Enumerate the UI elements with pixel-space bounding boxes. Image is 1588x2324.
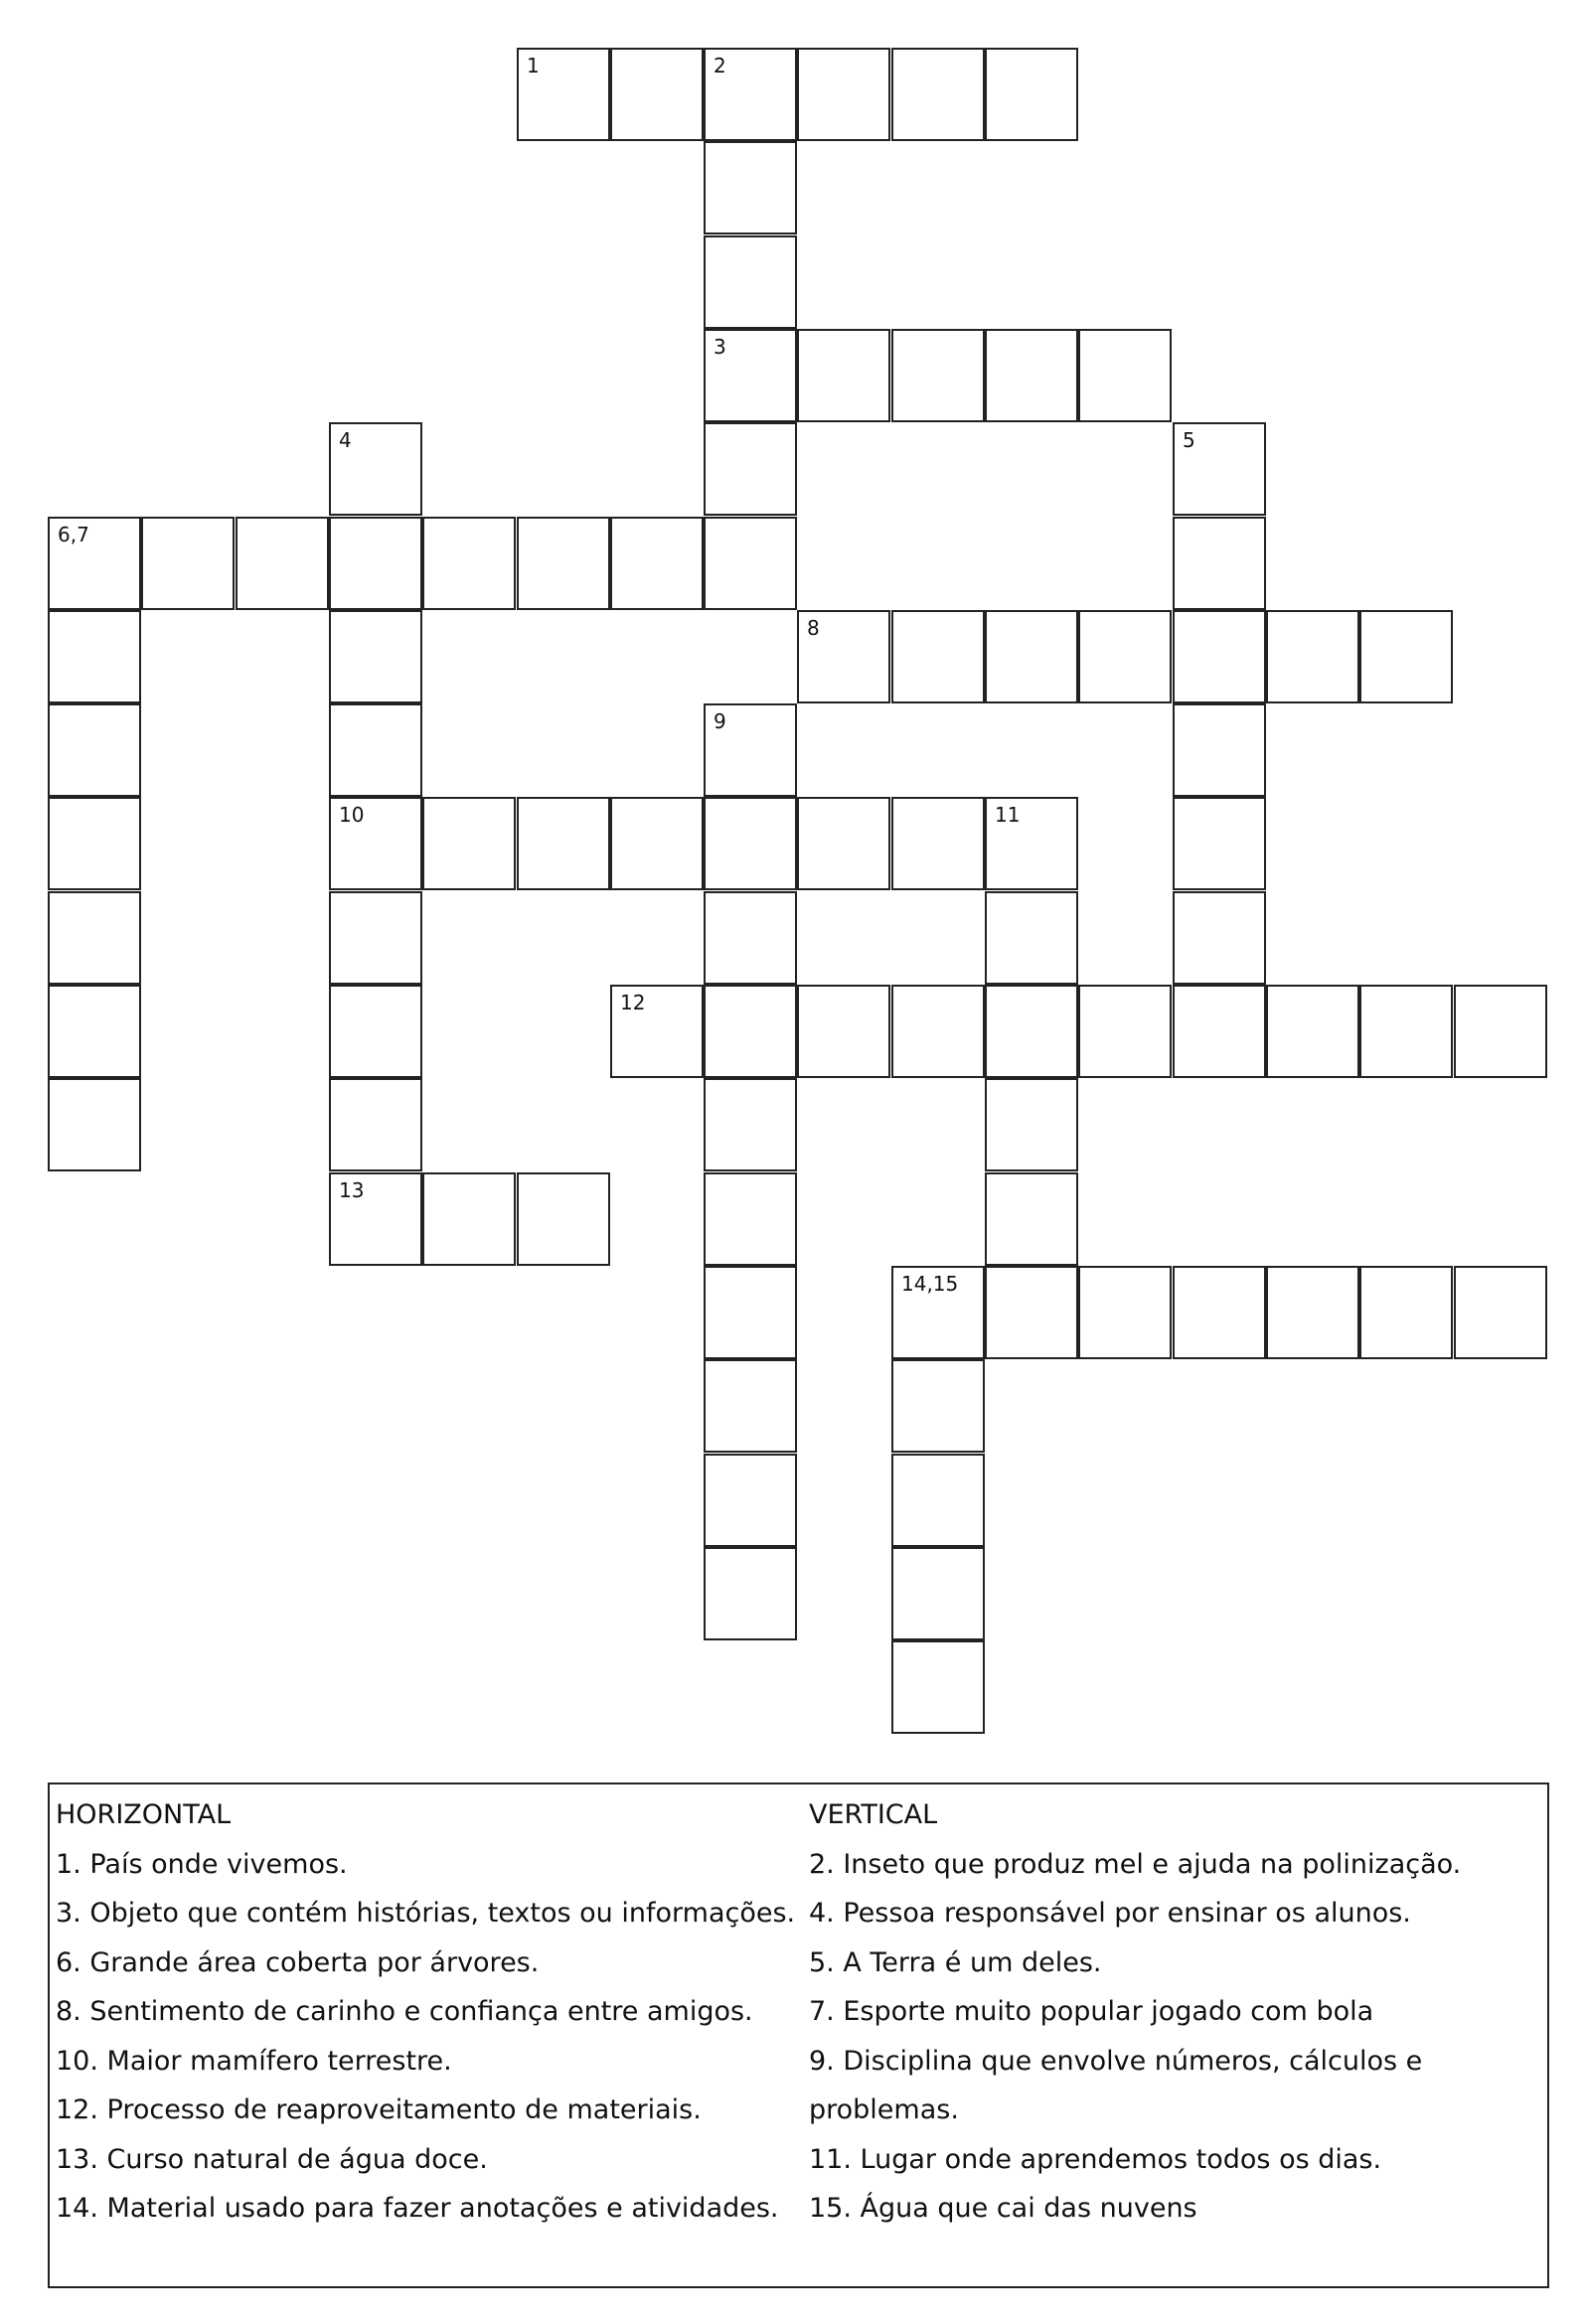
grid-cell[interactable] <box>891 1640 985 1734</box>
grid-cell[interactable] <box>985 1078 1078 1171</box>
grid-cell[interactable] <box>704 141 797 234</box>
grid-cell[interactable] <box>704 1547 797 1640</box>
grid-cell[interactable] <box>1078 329 1172 422</box>
grid-cell[interactable] <box>797 329 890 422</box>
grid-cell[interactable] <box>329 891 422 985</box>
grid-cell[interactable] <box>329 797 422 890</box>
grid-cell[interactable] <box>1454 985 1547 1078</box>
cell-number: 8 <box>807 616 820 640</box>
grid-cell[interactable] <box>985 1266 1078 1359</box>
grid-cell[interactable] <box>517 1172 610 1266</box>
cell-number: 1 <box>527 54 540 77</box>
grid-cell[interactable] <box>704 48 797 141</box>
grid-cell[interactable] <box>704 1266 797 1359</box>
grid-cell[interactable] <box>891 48 985 141</box>
grid-cell[interactable] <box>141 517 235 610</box>
grid-cell[interactable] <box>1454 1266 1547 1359</box>
cell-number: 14,15 <box>901 1272 959 1296</box>
grid-cell[interactable] <box>1173 1266 1266 1359</box>
cell-number: 9 <box>714 709 726 733</box>
cell-number: 12 <box>620 991 646 1014</box>
grid-cell[interactable] <box>1266 610 1359 703</box>
grid-cell[interactable] <box>797 985 890 1078</box>
grid-cell[interactable] <box>422 1172 516 1266</box>
grid-cell[interactable] <box>1173 797 1266 890</box>
grid-cell[interactable] <box>704 235 797 329</box>
grid-cell[interactable] <box>891 797 985 890</box>
grid-cell[interactable] <box>797 610 890 703</box>
grid-cell[interactable] <box>48 891 141 985</box>
grid-cell[interactable] <box>610 797 704 890</box>
clue-h-3: 3. Objeto que contém histórias, textos ou informações. <box>56 1898 796 1929</box>
grid-cell[interactable] <box>48 610 141 703</box>
grid-cell[interactable] <box>48 703 141 797</box>
clue-h-10: 10. Maior mamífero terrestre. <box>56 2045 452 2077</box>
clue-v-7: 7. Esporte muito popular jogado com bola <box>809 1996 1374 2027</box>
clue-v-2: 2. Inseto que produz mel e ajuda na polinização. <box>809 1848 1462 1880</box>
clue-h-8: 8. Sentimento de carinho e confiança entre amigos. <box>56 1996 753 2027</box>
grid-cell[interactable] <box>48 985 141 1078</box>
cell-number: 5 <box>1183 428 1195 452</box>
grid-cell[interactable] <box>48 517 141 610</box>
grid-cell[interactable] <box>985 985 1078 1078</box>
clues-box <box>48 1782 1549 2288</box>
grid-cell[interactable] <box>1359 985 1453 1078</box>
grid-cell[interactable] <box>985 797 1078 890</box>
grid-cell[interactable] <box>891 1359 985 1453</box>
grid-cell[interactable] <box>48 1078 141 1171</box>
cell-number: 3 <box>714 335 726 359</box>
grid-cell[interactable] <box>236 517 329 610</box>
grid-cell[interactable] <box>1173 703 1266 797</box>
grid-cell[interactable] <box>329 610 422 703</box>
grid-cell[interactable] <box>610 517 704 610</box>
cell-number: 2 <box>714 54 726 77</box>
clue-v-15: 15. Água que cai das nuvens <box>809 2193 1197 2224</box>
grid-cell[interactable] <box>891 610 985 703</box>
grid-cell[interactable] <box>891 1547 985 1640</box>
cell-number: 11 <box>995 803 1021 827</box>
grid-cell[interactable] <box>1173 985 1266 1078</box>
grid-cell[interactable] <box>704 517 797 610</box>
grid-cell[interactable] <box>517 48 610 141</box>
grid-cell[interactable] <box>422 797 516 890</box>
grid-cell[interactable] <box>704 329 797 422</box>
grid-cell[interactable] <box>704 891 797 985</box>
grid-cell[interactable] <box>1173 891 1266 985</box>
grid-cell[interactable] <box>704 985 797 1078</box>
clue-h-14: 14. Material usado para fazer anotações e atividades. <box>56 2193 779 2224</box>
vertical-title: VERTICAL <box>809 1799 938 1830</box>
grid-cell[interactable] <box>704 1454 797 1547</box>
grid-cell[interactable] <box>891 329 985 422</box>
grid-cell[interactable] <box>985 48 1078 141</box>
grid-cell[interactable] <box>329 703 422 797</box>
grid-cell[interactable] <box>704 1359 797 1453</box>
grid-cell[interactable] <box>985 329 1078 422</box>
grid-cell[interactable] <box>985 610 1078 703</box>
grid-cell[interactable] <box>1173 610 1266 703</box>
clue-h-6: 6. Grande área coberta por árvores. <box>56 1946 540 1978</box>
grid-cell[interactable] <box>422 517 516 610</box>
grid-cell[interactable] <box>329 422 422 516</box>
clue-h-13: 13. Curso natural de água doce. <box>56 2143 488 2175</box>
cell-number: 4 <box>339 428 352 452</box>
grid-cell[interactable] <box>610 48 704 141</box>
grid-cell[interactable] <box>1359 1266 1453 1359</box>
grid-cell[interactable] <box>891 1266 985 1359</box>
clue-v-4: 4. Pessoa responsável por ensinar os alunos. <box>809 1898 1411 1929</box>
clue-h-12: 12. Processo de reaproveitamento de materiais. <box>56 2094 702 2125</box>
grid-cell[interactable] <box>797 797 890 890</box>
grid-cell[interactable] <box>329 1172 422 1266</box>
grid-cell[interactable] <box>704 797 797 890</box>
grid-cell[interactable] <box>797 48 890 141</box>
grid-cell[interactable] <box>704 422 797 516</box>
grid-cell[interactable] <box>517 517 610 610</box>
grid-cell[interactable] <box>1173 422 1266 516</box>
grid-cell[interactable] <box>517 797 610 890</box>
grid-cell[interactable] <box>329 517 422 610</box>
grid-cell[interactable] <box>1266 985 1359 1078</box>
grid-cell[interactable] <box>985 891 1078 985</box>
clue-h-1: 1. País onde vivemos. <box>56 1848 348 1880</box>
cell-number: 13 <box>339 1178 365 1202</box>
clue-v-11: 11. Lugar onde aprendemos todos os dias. <box>809 2143 1382 2175</box>
grid-cell[interactable] <box>1266 1266 1359 1359</box>
horizontal-title: HORIZONTAL <box>56 1799 232 1830</box>
grid-cell[interactable] <box>48 797 141 890</box>
grid-cell[interactable] <box>891 1454 985 1547</box>
grid-cell[interactable] <box>704 1172 797 1266</box>
grid-cell[interactable] <box>1173 517 1266 610</box>
grid-cell[interactable] <box>610 985 704 1078</box>
grid-cell[interactable] <box>329 985 422 1078</box>
grid-cell[interactable] <box>1078 1266 1172 1359</box>
grid-cell[interactable] <box>985 1172 1078 1266</box>
cell-number: 10 <box>339 803 365 827</box>
vertical-clues <box>809 1790 1544 2234</box>
grid-cell[interactable] <box>329 1078 422 1171</box>
grid-cell[interactable] <box>1078 985 1172 1078</box>
clue-v-5: 5. A Terra é um deles. <box>809 1946 1102 1978</box>
clue-v-9: 9. Disciplina que envolve números, cálculos e problemas. <box>809 2045 1423 2125</box>
grid-cell[interactable] <box>704 703 797 797</box>
horizontal-clues <box>56 1790 801 2234</box>
cell-number: 6,7 <box>58 523 89 546</box>
grid-cell[interactable] <box>704 1078 797 1171</box>
grid-cell[interactable] <box>1078 610 1172 703</box>
grid-cell[interactable] <box>1359 610 1453 703</box>
grid-cell[interactable] <box>891 985 985 1078</box>
